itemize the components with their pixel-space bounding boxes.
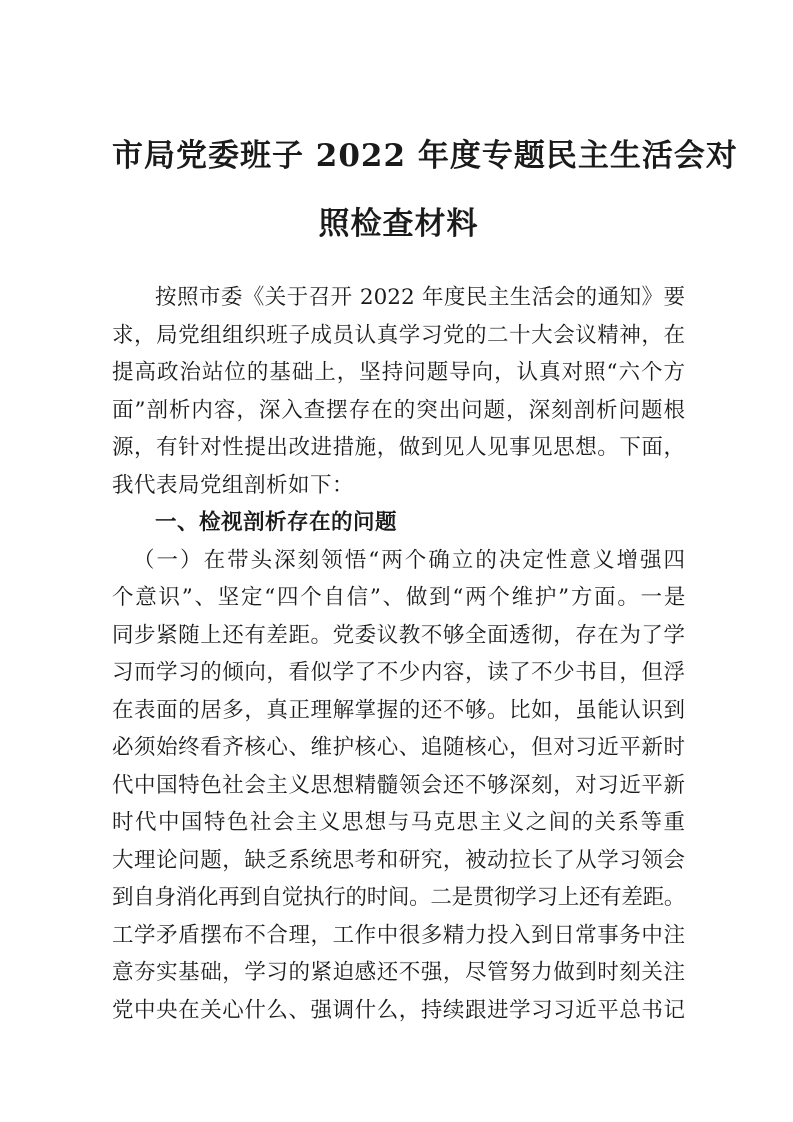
document-line: 在表面的居多，真正理解掌握的还不够。比如，虽能认识到 [112, 697, 685, 723]
section-heading: 一、检视剖析存在的问题 [155, 510, 398, 535]
document-line: 同步紧随上还有差距。党委议教不够全面透彻，存在为了学 [112, 622, 685, 648]
document-title-line-1: 市局党委班子 2022 年度专题民主生活会对 [112, 138, 738, 174]
document-line: 源，有针对性提出改进措施，做到见人见事见思想。下面， [112, 435, 685, 460]
document-line: 提高政治站位的基础上，坚持问题导向，认真对照“六个方 [112, 360, 685, 385]
document-line: 求，局党组组织班子成员认真学习党的二十大会议精神，在 [112, 322, 685, 348]
document-line: 意夯实基础，学习的紧迫感还不强，尽管努力做到时刻关注 [112, 960, 685, 985]
document-line: 面”剖析内容，深入查摆存在的突出问题，深刻剖析问题根 [112, 397, 685, 423]
document-line: 个意识”、坚定“四个自信”、做到“两个维护”方面。一是 [112, 585, 685, 610]
document-title [112, 122, 738, 258]
document-line: 大理论问题，缺乏系统思考和研究，被动拉长了从学习领会 [112, 847, 685, 873]
document-line: （一）在带头深刻领悟“两个确立的决定性意义增强四 [133, 547, 685, 573]
document-line: 工学矛盾摆布不合理，工作中很多精力投入到日常事务中注 [112, 922, 685, 948]
document-line: 时代中国特色社会主义思想与马克思主义之间的关系等重 [112, 810, 685, 835]
document-line: 党中央在关心什么、强调什么，持续跟进学习习近平总书记 [112, 997, 685, 1023]
document-title-line-2: 照检查材料 [318, 206, 479, 242]
document-line: 习而学习的倾向，看似学了不少内容，读了不少书目，但浮 [112, 660, 685, 685]
document-line: 到自身消化再到自觉执行的时间。二是贯彻学习上还有差距。 [112, 885, 685, 910]
document-body [112, 279, 685, 1029]
document-line: 代中国特色社会主义思想精髓领会还不够深刻，对习近平新 [112, 772, 685, 798]
document-line: 我代表局党组剖析如下： [112, 472, 355, 498]
document-line: 按照市委《关于召开 2022 年度民主生活会的通知》要 [155, 285, 685, 310]
document-line: 必须始终看齐核心、维护核心、追随核心，但对习近平新时 [112, 735, 685, 760]
